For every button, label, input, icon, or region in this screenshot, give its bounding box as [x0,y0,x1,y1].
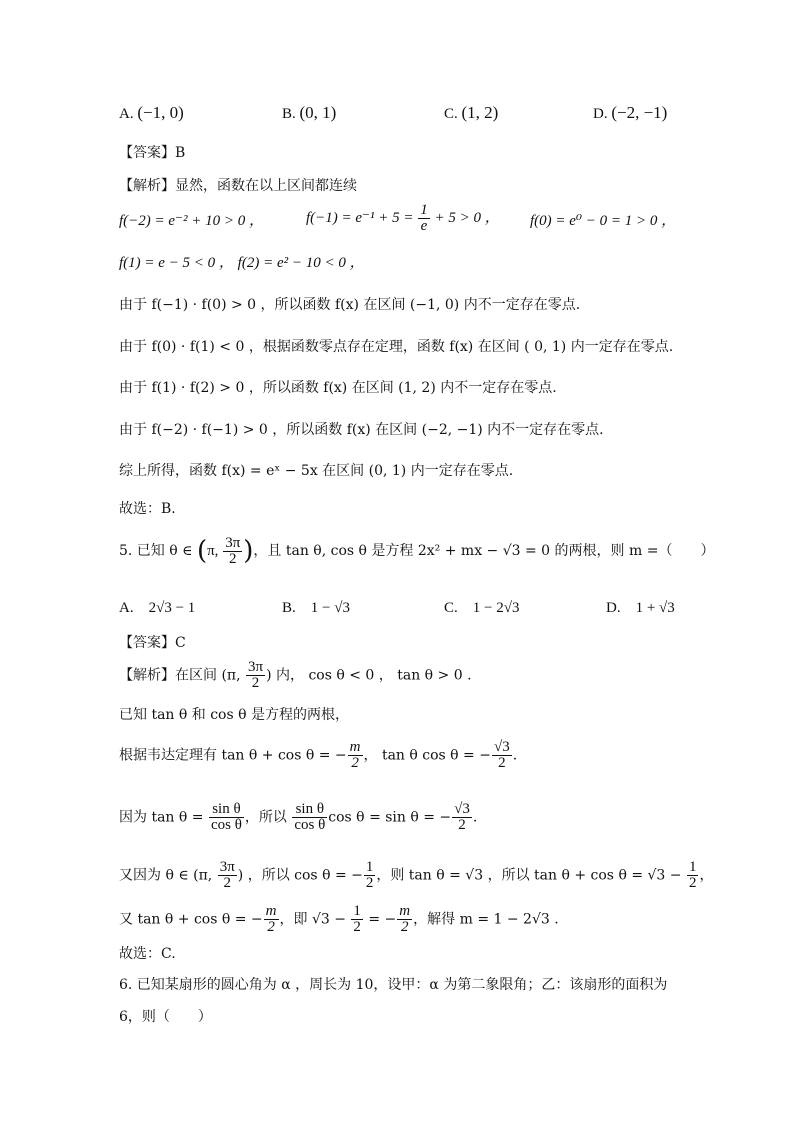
fraction [492,740,512,771]
fraction [218,860,237,891]
analysis-text: ，解得 m = 1 − 2√3 . [413,911,559,928]
q4-answer: 【答案】B [119,145,186,161]
denominator: 2 [400,919,409,935]
q4-analysis-heading: 【解析】显然，函数在以上区间都连续 [119,178,357,194]
fraction [209,802,244,833]
fraction [264,904,279,935]
q4-reason-1: 由于 f(−1) · f(0) > 0 ，所以函数 f(x) 在区间 (−1, 0) 内不一定存在零点. [119,297,581,313]
analysis-text: ，所以 [244,809,292,826]
fraction [452,802,472,833]
numerator: m [265,903,277,919]
fraction [687,860,699,891]
q5-option-b: B. 1 − √3 [282,600,350,616]
right-paren: ) [243,536,254,566]
denominator: 2 [251,675,260,691]
q4-eq-f-minus2: f(−2) = e⁻² + 10 > 0 ， [119,213,264,229]
stem-text: ，且 tan θ, cos θ 是方程 2x² + mx − √3 = 0 的两根，则 m =（ ） [253,543,715,559]
q5-analysis-3 [119,740,517,771]
analysis-text: . [472,809,478,826]
numerator: 1 [688,859,697,875]
expr-text: + 5 > 0 ， [430,209,500,226]
q5-analysis-2: 已知 tan θ 和 cos θ 是方程的两根， [119,707,350,723]
denominator: 2 [351,755,359,771]
q5-analysis-5 [119,860,713,891]
q4-choice: 故选：B. [119,501,176,517]
option-value: (0, 1) [299,103,337,122]
q5-analysis-6 [119,904,559,935]
numerator: m [399,903,411,919]
analysis-text: ，则 tan θ = √3 ，所以 tan θ + cos θ = √3 − [376,867,686,884]
numerator: sin θ [209,802,244,818]
q5-option-a: A. 2√3 − 1 [119,600,196,616]
numerator: √3 [454,801,470,817]
q5-answer: 【答案】C [119,635,186,651]
analysis-text: 又 tan θ + cos θ = − [119,911,263,928]
q5-choice: 故选：C. [119,946,176,962]
stem-text: 5. 已知 θ ∈ [119,543,197,559]
option-letter: C. [444,106,458,122]
analysis-text: ) 内， cos θ < 0 ， tan θ > 0 . [266,667,472,684]
q4-eq-f-minus1 [306,203,500,234]
numerator: 1 [365,859,374,875]
analysis-text: 根据韦达定理有 tan θ + cos θ = − [119,747,347,764]
q4-reason-3: 由于 f(1) · f(2) > 0 ，所以函数 f(x) 在区间 (1, 2) 内不一定存在零点. [119,380,557,396]
fraction [348,740,363,771]
denominator: cos θ [210,817,242,833]
q5-analysis-1 [119,660,472,691]
denominator: 2 [365,875,374,891]
q4-eq-f1-f2: f(1) = e − 5 < 0 ， f(2) = e² − 10 < 0 ， [119,255,365,271]
q6-stem-line1: 6. 已知某扇形的圆心角为 α ，周长为 10，设甲：α 为第二象限角；乙：该扇形的面积为 [119,977,668,993]
numerator: 3π [248,659,264,675]
option-letter: A. [119,106,134,122]
analysis-text: cos θ = sin θ = − [328,809,452,826]
analysis-text: . [512,747,518,764]
analysis-text: = − [363,911,397,928]
left-paren: ( [196,536,208,566]
option-c [444,103,498,123]
fraction [292,802,327,833]
q5-analysis-4 [119,802,477,833]
fraction [364,860,376,891]
q4-eq-f0: f(0) = e⁰ − 0 = 1 > 0 ， [530,213,677,229]
option-letter: D. [593,106,608,122]
option-value: (−1, 0) [137,103,184,122]
option-b [282,103,336,123]
numerator: 3π [219,859,235,875]
denominator: 2 [228,550,237,567]
numerator: 1 [420,202,428,218]
option-d [593,103,667,123]
q5-stem [119,531,714,571]
q6-stem-line2: 6，则（ ） [119,1009,212,1025]
q4-conclusion: 综上所得，函数 f(x) = eˣ − 5x 在区间 (0, 1) 内一定存在零点. [119,463,514,479]
analysis-text: ) ，所以 cos θ = − [237,867,363,884]
denominator: 2 [223,875,231,891]
expr-text: f(−1) = e⁻¹ + 5 = [306,209,418,226]
option-value: (1, 2) [461,103,499,122]
q5-option-d: D. 1 + √3 [606,600,675,616]
denominator: 2 [498,755,506,771]
fraction [223,536,242,567]
option-a [119,103,184,123]
denominator: 2 [688,875,697,891]
analysis-text: ，即 √3 − [279,911,351,928]
numerator: √3 [493,739,510,755]
option-value: (−2, −1) [611,103,668,122]
denominator: 2 [353,919,361,935]
fraction [246,660,265,691]
denominator: 2 [458,817,466,833]
q4-reason-4: 由于 f(−2) · f(−1) > 0 ，所以函数 f(x) 在区间 (−2, −1) 内不一定存在零点. [119,422,604,438]
fraction [418,203,430,234]
numerator: sin θ [292,802,327,818]
q5-option-c: C. 1 − 2√3 [444,600,520,616]
fraction [351,904,363,935]
numerator: m [349,739,361,755]
option-letter: B. [282,106,296,122]
denominator: cos θ [294,817,326,833]
fraction [397,904,412,935]
analysis-text: 因为 tan θ = [119,809,208,826]
analysis-text: ， [699,867,714,884]
denominator: e [420,218,428,234]
analysis-text: 【解析】在区间 (π, [119,667,246,684]
q4-reason-2: 由于 f(0) · f(1) < 0 ，根据函数零点存在定理，函数 f(x) 在区间 ( 0, 1) 内一定存在零点. [119,339,674,355]
numerator: 3π [225,534,241,551]
numerator: 1 [353,903,361,919]
analysis-text: 又因为 θ ∈ (π, [119,867,217,884]
denominator: 2 [267,919,275,935]
analysis-text: ， tan θ cos θ = − [363,747,491,764]
interval-start: π, [207,543,223,559]
